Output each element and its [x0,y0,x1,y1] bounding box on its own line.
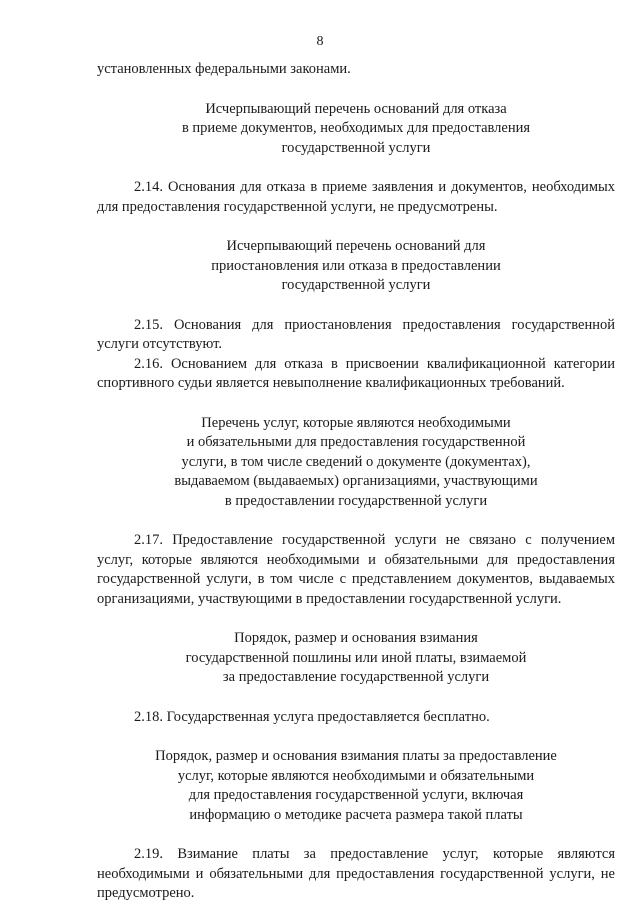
heading-line: услуг, которые являются необходимыми и обязательными [177,767,535,784]
heading-line: и обязательными для предоставления государственной [186,434,526,450]
paragraph-2-18: 2.18. Государственная услуга предоставляется бесплатно. [134,708,490,725]
heading-line: Порядок, размер и основания взимания [234,630,478,646]
heading-line: Порядок, размер и основания взимания платы за предоставление [155,748,557,764]
heading-line: услуги, в том числе сведений о документе (документах), [181,453,531,470]
heading-line: за предоставление государственной услуги [222,669,490,685]
heading-line: государственной услуги [281,139,431,156]
heading-line: выдаваемом (выдаваемых) организациями, участвующими [174,473,538,489]
heading-line: государственной пошлины или иной платы, взимаемой [185,649,527,666]
heading-line: Перечень услуг, которые являются необходимыми [201,414,511,431]
heading-line: приостановления или отказа в предоставлении [211,257,501,274]
section-heading-required-services [97,414,615,512]
section-heading-refusal-acceptance [97,100,615,159]
paragraph-2-17: 2.17. Предоставление государственной услуги не связано с получением услуг, которые являются необходимыми и обязательными для предоставления государственной услуги, в том числе с представлением документов, выдаваемых организациями, участвующими в предоставлении государственной услуги. [97,532,615,607]
heading-line: государственной услуги [281,277,431,293]
heading-line: в приеме документов, необходимых для предоставления [181,120,531,136]
heading-line: для предоставления государственной услуги, включая [188,787,524,803]
page-number: 8 [316,34,324,49]
heading-line: Исчерпывающий перечень оснований для отказа [205,100,507,117]
section-heading-suspension-refusal [97,237,615,296]
section-heading-service-fee [97,747,615,825]
paragraph-2-16: 2.16. Основанием для отказа в присвоении квалификационной категории спортивного судьи является невыполнение квалификационных требований. [97,355,615,391]
continuation-text: установленных федеральными законами. [97,61,351,77]
heading-line: в предоставлении государственной услуги [224,492,488,509]
paragraph-2-15: 2.15. Основания для приостановления предоставления государственной услуги отсутствуют. [97,316,615,352]
heading-line: Исчерпывающий перечень оснований для [226,238,486,254]
section-heading-state-fee [97,629,615,688]
paragraph-2-19: 2.19. Взимание платы за предоставление услуг, которые являются необходимыми и обязательными для предоставления государственной услуги, не предусмотрено. [97,846,615,901]
paragraph-2-14: 2.14. Основания для отказа в приеме заявления и документов, необходимых для предоставления государственной услуги, не предусмотрены. [97,179,615,215]
heading-line: информацию о методике расчета размера такой платы [189,806,523,823]
document-body [97,60,615,904]
